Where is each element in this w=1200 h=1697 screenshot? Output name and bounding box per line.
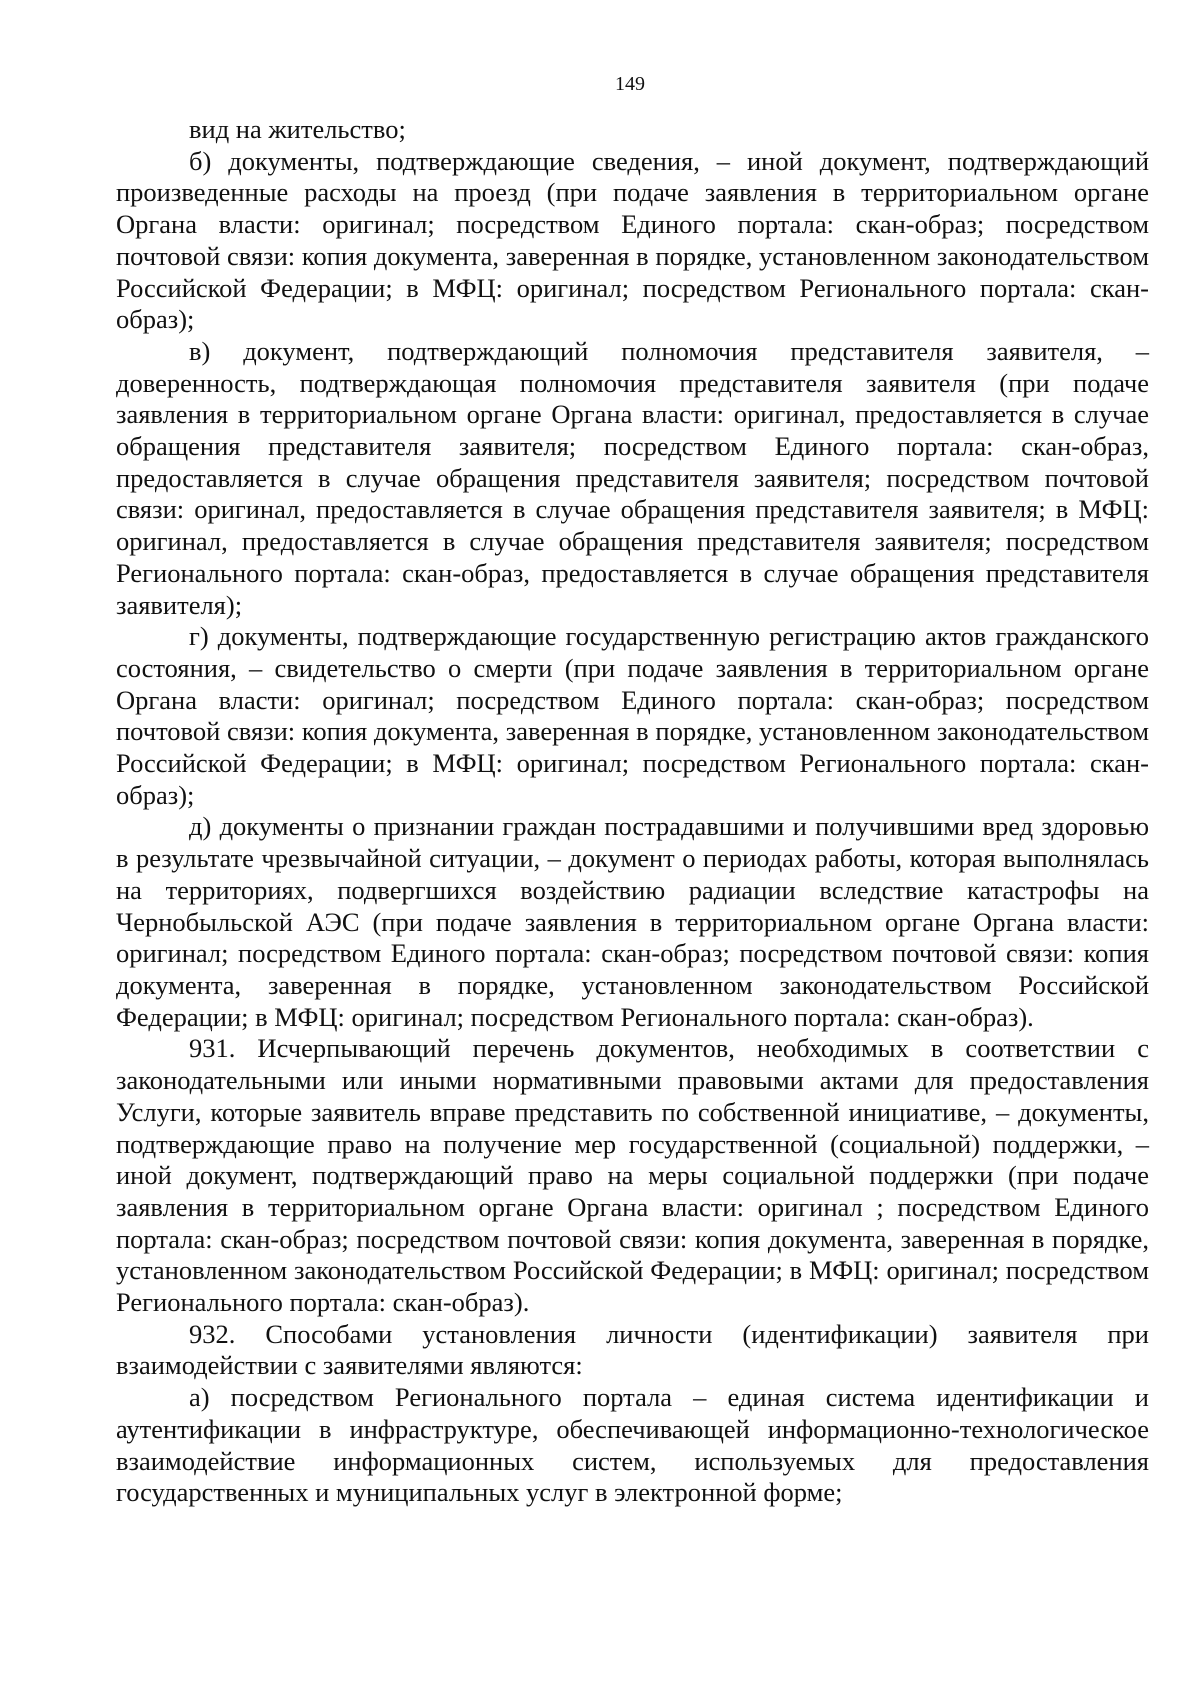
paragraph-item-a: а) посредством Регионального портала – единая система идентификации и аутентификации в инфраструктуре, обеспечивающей информационно-технологическое взаимодействие информационных систем, используемых для предоставления государственных и муниципальных услуг в электронной форме; bbox=[116, 1382, 1149, 1508]
paragraph-item-g: г) документы, подтверждающие государственную регистрацию актов гражданского состояния, – свидетельство о смерти (при подаче заявления в территориальном органе Органа власти: оригинал; посредством Единого портала: скан-образ; посредством почтовой связи: копия документа, заверенная в порядке, установленном законодательством Российской Федерации; в МФЦ: оригинал; посредством Регионального портала: скан-образ); bbox=[116, 621, 1149, 810]
paragraph-item-b: б) документы, подтверждающие сведения, – иной документ, подтверждающий произведенные расходы на проезд (при подаче заявления в территориальном органе Органа власти: оригинал; посредством Единого портала: скан-образ; посредством почтовой связи: копия документа, заверенная в порядке, установленном законодательством Российской Федерации; в МФЦ: оригинал; посредством Регионального портала: скан-образ); bbox=[116, 145, 1149, 335]
paragraph-item-d: д) документы о признании граждан пострадавшими и получившими вред здоровью в результате чрезвычайной ситуации, – документ о периодах работы, которая выполнялась на территориях, подвергшихся воздействию радиации вследствие катастрофы на Чернобыльской АЭС (при подаче заявления в территориальном органе Органа власти: оригинал; посредством Единого портала: скан-образ; посредством почтовой связи: копия документа, заверенная в порядке, установленном законодательством Российской Федерации; в МФЦ: оригинал; посредством Регионального портала: скан-образ). bbox=[116, 811, 1149, 1032]
paragraph-item-v: в) документ, подтверждающий полномочия представителя заявителя, – доверенность, подтверждающая полномочия представителя заявителя (при подаче заявления в территориальном органе Органа власти: оригинал, предоставляется в случае обращения представителя заявителя; посредством Единого портала: скан-образ, предоставляется в случае обращения представителя заявителя; посредством почтовой связи: оригинал, предоставляется в случае обращения представителя заявителя; в МФЦ: оригинал, предоставляется в случае обращения представителя заявителя; посредством Регионального портала: скан-образ, предоставляется в случае обращения представителя заявителя); bbox=[116, 335, 1149, 620]
paragraph-residence-permit: вид на жительство; bbox=[189, 114, 406, 144]
page-number: 149 bbox=[615, 73, 645, 95]
paragraph-931: 931. Исчерпывающий перечень документов, необходимых в соответствии с законодательными или иными нормативными правовыми актами для предоставления Услуги, которые заявитель вправе представить по собственной инициативе, – документы, подтверждающие право на получение мер государственной (социальной) поддержки, – иной документ, подтверждающий право на меры социальной поддержки (при подаче заявления в территориальном органе Органа власти: оригинал ; посредством Единого портала: скан-образ; посредством почтовой связи: копия документа, заверенная в порядке, установленном законодательством Российской Федерации; в МФЦ: оригинал; посредством Регионального портала: скан-образ). bbox=[116, 1033, 1149, 1318]
paragraph-932: 932. Способами установления личности (идентификации) заявителя при взаимодействии с заявителями являются: bbox=[116, 1318, 1149, 1381]
document-body bbox=[116, 114, 1149, 1509]
